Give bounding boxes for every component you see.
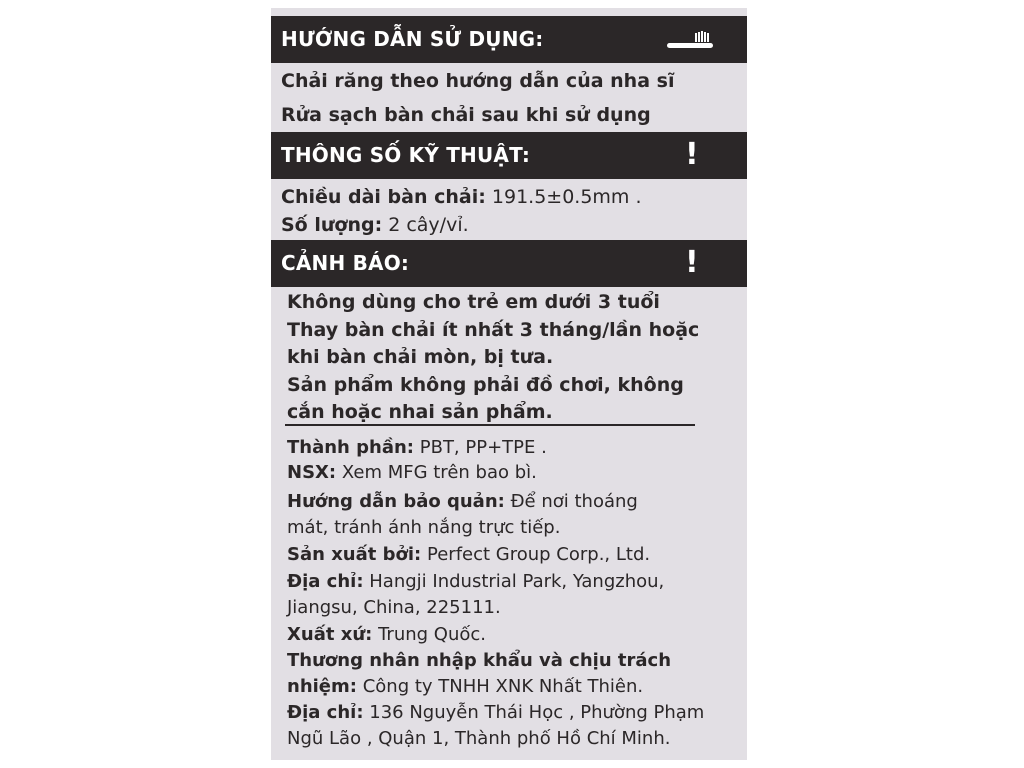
info-manufacturer [287, 542, 650, 568]
usage-line-2: Rửa sạch bàn chải sau khi sử dụng [281, 104, 651, 126]
warning-line-5: cắn hoặc nhai sản phẩm. [287, 401, 553, 423]
warning-line-2: Thay bàn chải ít nhất 3 tháng/lần hoặc [287, 319, 700, 341]
address-value-1: Hangji Industrial Park, Yangzhou, [369, 571, 665, 592]
origin-value: Trung Quốc. [378, 624, 486, 645]
composition-label: Thành phần: [287, 437, 414, 458]
spec-quantity-value: 2 cây/vỉ. [388, 214, 469, 236]
manufacturer-label: Sản xuất bởi: [287, 544, 422, 565]
info-importer [287, 674, 643, 700]
origin-label: Xuất xứ: [287, 624, 373, 645]
warning-line-3: khi bàn chải mòn, bị tưa. [287, 346, 554, 368]
info-address [287, 569, 664, 595]
info-composition [287, 435, 547, 461]
spec-length [281, 184, 642, 210]
importer-address-value-2: Ngũ Lão , Quận 1, Thành phố Hồ Chí Minh. [287, 728, 671, 749]
info-nsx [287, 460, 537, 486]
info-importer-address [287, 700, 704, 726]
importer-value: Công ty TNHH XNK Nhất Thiên. [362, 676, 644, 697]
warning-header [271, 240, 747, 287]
storage-label: Hướng dẫn bảo quản: [287, 491, 505, 512]
storage-value-1: Để nơi thoáng [510, 491, 638, 512]
warning-title: CẢNH BÁO: [281, 251, 410, 275]
spec-quantity-label: Số lượng: [281, 214, 383, 236]
toothbrush-icon [667, 28, 713, 52]
exclamation-icon: ! [685, 245, 699, 280]
section-divider [285, 424, 695, 426]
storage-value-2: mát, tránh ánh nắng trực tiếp. [287, 517, 561, 538]
usage-line-1: Chải răng theo hướng dẫn của nha sĩ [281, 70, 675, 92]
product-label-card [271, 8, 747, 760]
address-value-2: Jiangsu, China, 225111. [287, 597, 501, 618]
importer-address-label: Địa chỉ: [287, 702, 364, 723]
nsx-value: Xem MFG trên bao bì. [341, 462, 537, 483]
importer-address-value-1: 136 Nguyễn Thái Học , Phường Phạm [369, 702, 705, 723]
manufacturer-value: Perfect Group Corp., Ltd. [427, 544, 651, 565]
importer-label-1: Thương nhân nhập khẩu và chịu trách [287, 650, 672, 671]
spec-length-value: 191.5±0.5mm . [491, 186, 642, 208]
usage-title: HƯỚNG DẪN SỬ DỤNG: [281, 27, 544, 51]
nsx-label: NSX: [287, 462, 337, 483]
importer-label-2: nhiệm: [287, 676, 357, 697]
specs-title: THÔNG SỐ KỸ THUẬT: [281, 143, 531, 167]
specs-header [271, 132, 747, 179]
exclamation-icon: ! [685, 137, 699, 172]
spec-length-label: Chiều dài bàn chải: [281, 186, 486, 208]
spec-quantity [281, 212, 469, 238]
info-origin [287, 622, 486, 648]
info-storage [287, 489, 638, 515]
address-label: Địa chỉ: [287, 571, 364, 592]
usage-header [271, 16, 747, 63]
warning-line-4: Sản phẩm không phải đồ chơi, không [287, 374, 684, 396]
composition-value: PBT, PP+TPE . [419, 437, 547, 458]
warning-line-1: Không dùng cho trẻ em dưới 3 tuổi [287, 291, 660, 313]
